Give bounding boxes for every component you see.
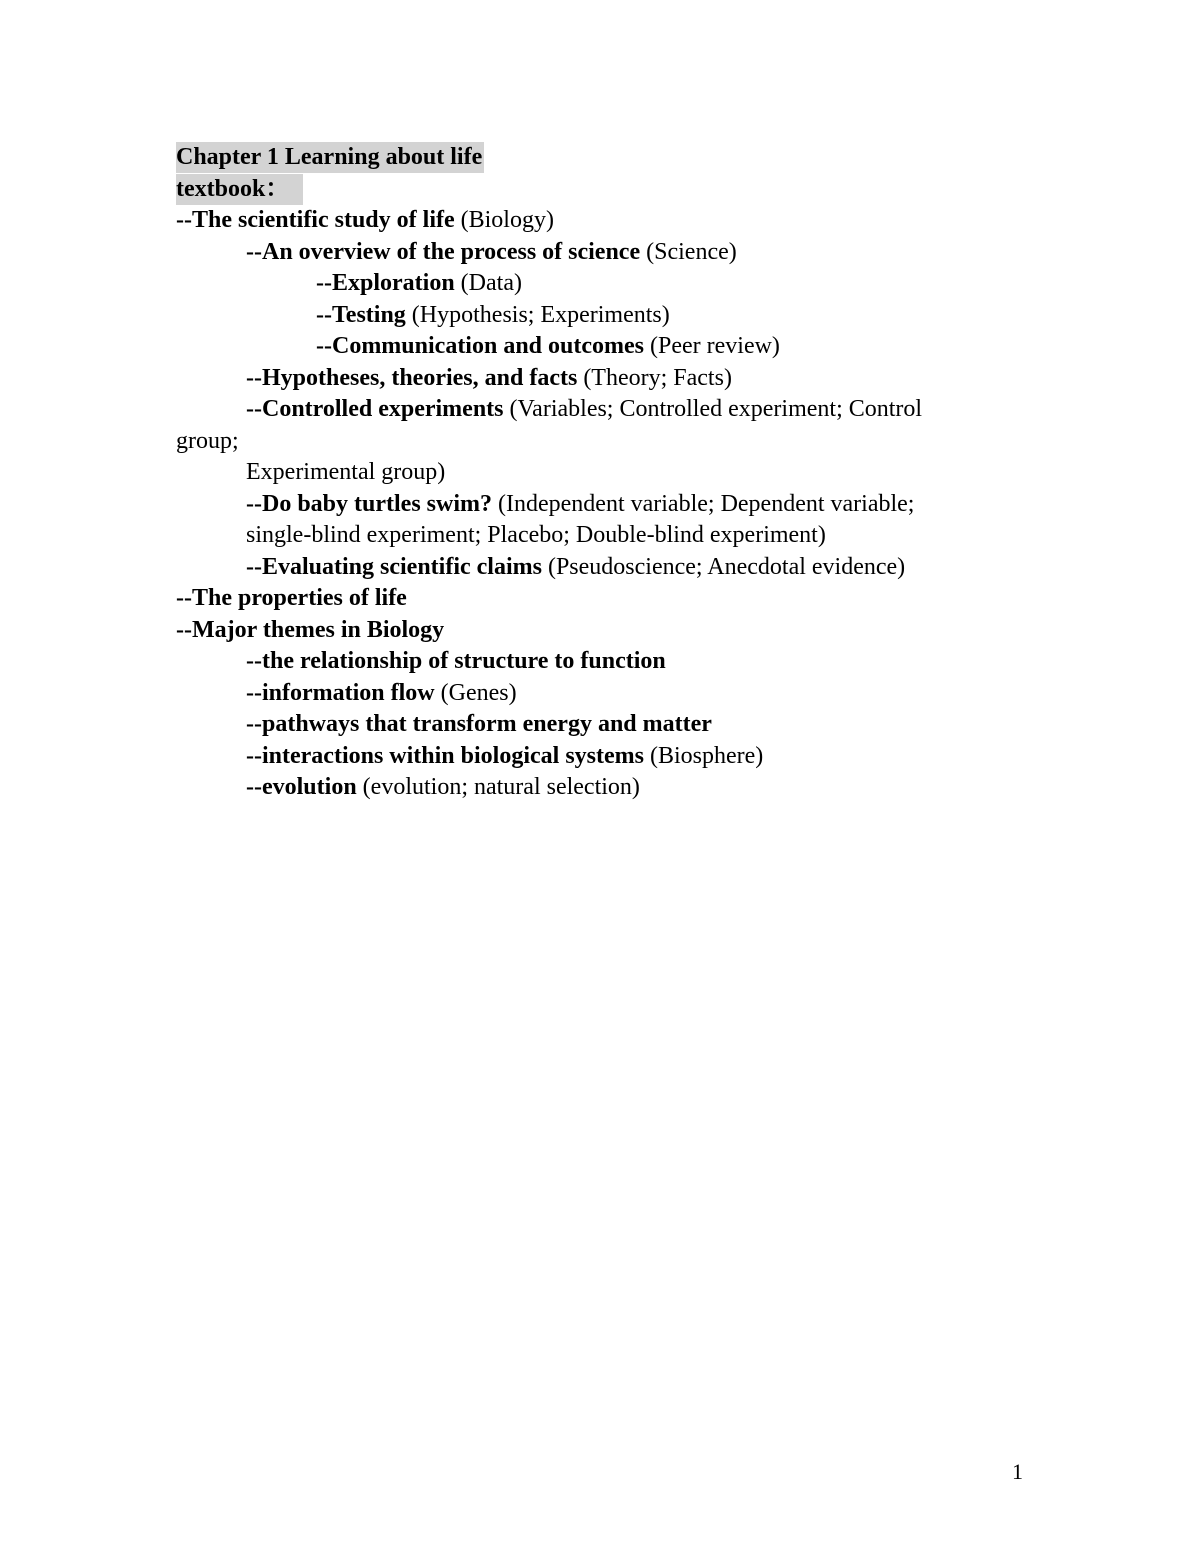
item-terms: (Hypothesis; Experiments)	[405, 301, 670, 328]
outline-item-properties-of-life	[176, 583, 1036, 615]
outline-item-controlled-experiments-wrap	[176, 426, 1036, 458]
item-prefix: --	[246, 364, 262, 391]
chapter-title: Chapter 1 Learning about life	[176, 142, 484, 173]
item-prefix: --	[246, 490, 262, 517]
item-terms-continuation: single-blind experiment; Placebo; Double-blind experiment)	[246, 522, 826, 548]
textbook-label: textbook：	[176, 174, 303, 205]
outline-item-information-flow	[176, 678, 1036, 710]
outline-item-evaluating-claims	[176, 552, 1036, 584]
item-heading: Do baby turtles swim?	[261, 490, 492, 517]
item-terms: (Variables; Controlled experiment; Control	[503, 396, 923, 422]
item-heading: Communication and outcomes	[331, 333, 644, 359]
item-heading: Exploration	[331, 270, 455, 296]
outline-item-baby-turtles	[176, 489, 1036, 521]
item-terms: (Genes)	[434, 679, 517, 706]
item-prefix: --	[246, 774, 262, 800]
item-prefix: --	[246, 648, 262, 674]
item-prefix: --	[246, 396, 262, 422]
item-heading: Evaluating scientific claims	[261, 553, 542, 580]
outline-item-controlled-experiments	[176, 394, 1036, 426]
item-heading: information flow	[261, 679, 435, 706]
outline-item-communication	[176, 331, 1036, 363]
outline-item-controlled-experiments-cont	[176, 457, 1036, 489]
item-prefix: --	[176, 616, 192, 643]
item-terms-wrap: group;	[176, 427, 239, 454]
item-terms: (Data)	[454, 270, 522, 296]
outline-item-hypotheses	[176, 363, 1036, 395]
item-prefix: --	[246, 679, 262, 706]
item-terms-continuation: Experimental group)	[246, 459, 446, 485]
item-heading: Testing	[331, 301, 406, 328]
outline-item-evolution	[176, 772, 1036, 804]
item-terms: (evolution; natural selection)	[356, 774, 640, 800]
item-heading: evolution	[261, 774, 357, 800]
item-prefix: --	[316, 301, 332, 328]
outline-item-baby-turtles-cont	[176, 520, 1036, 552]
item-terms: (Pseudoscience; Anecdotal evidence)	[541, 553, 906, 580]
item-prefix: --	[246, 711, 262, 737]
chapter-title-line	[176, 142, 1036, 174]
outline-item-process-of-science	[176, 237, 1036, 269]
outline-item-energy-matter	[176, 709, 1036, 741]
item-prefix: --	[316, 333, 332, 359]
item-terms: (Science)	[640, 238, 737, 265]
item-prefix: --	[246, 553, 262, 580]
outline-item-interactions	[176, 741, 1036, 773]
item-heading: the relationship of structure to function	[261, 648, 666, 674]
item-heading: interactions within biological systems	[261, 742, 644, 769]
outline-item-exploration	[176, 268, 1036, 300]
item-prefix: --	[176, 585, 192, 611]
page-number: 1	[1012, 1459, 1023, 1484]
item-heading: Controlled experiments	[261, 396, 504, 422]
item-prefix: --	[246, 238, 262, 265]
item-heading: The scientific study of life	[191, 207, 455, 233]
item-terms: (Peer review)	[644, 333, 780, 359]
item-terms: (Biosphere)	[643, 742, 764, 769]
item-heading: pathways that transform energy and matter	[261, 711, 712, 737]
item-prefix: --	[316, 270, 332, 296]
outline-item-testing	[176, 300, 1036, 332]
outline-item-scientific-study	[176, 205, 1036, 237]
outline-item-major-themes	[176, 615, 1036, 647]
item-heading: An overview of the process of science	[261, 238, 641, 265]
item-prefix: --	[246, 742, 262, 769]
item-terms: (Independent variable; Dependent variable;	[492, 490, 915, 517]
item-heading: The properties of life	[191, 585, 407, 611]
outline-item-structure-function	[176, 646, 1036, 678]
textbook-label-line	[176, 174, 1036, 206]
item-heading: Hypotheses, theories, and facts	[261, 364, 578, 391]
chapter-outline	[176, 142, 1036, 804]
item-terms: (Theory; Facts)	[577, 364, 732, 391]
item-heading: Major themes in Biology	[191, 616, 445, 643]
item-prefix: --	[176, 207, 192, 233]
item-terms: (Biology)	[454, 207, 554, 233]
